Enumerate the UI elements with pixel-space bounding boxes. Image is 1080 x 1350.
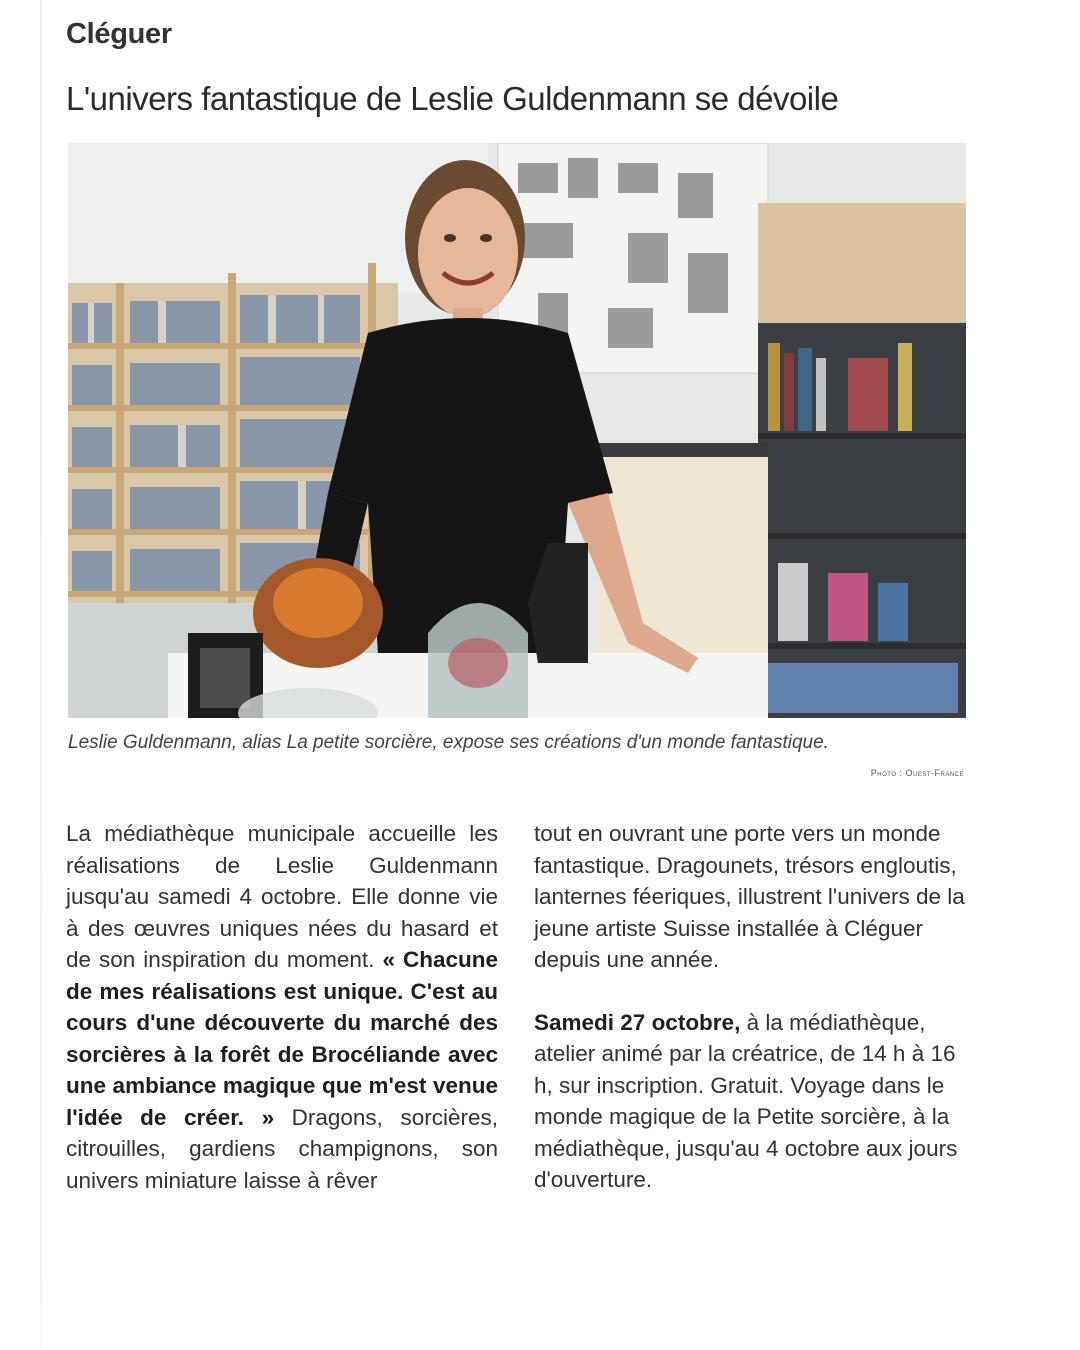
article-photo <box>68 143 966 718</box>
photo-caption: Leslie Guldenmann, alias La petite sorcière, expose ses créations d'un monde fantastique. <box>68 732 829 753</box>
event-date: Samedi 27 octobre, <box>534 1009 741 1035</box>
paragraph-intro: La médiathèque municipale accueille les réalisations de Leslie Guldenmann jusqu'au samedi 4 octobre. Elle donne vie à des œuvres uniques nées du hasard et de son inspiration du moment. <box>66 821 498 972</box>
photo-credit: Photo : Ouest-France <box>870 768 964 778</box>
article-column-right <box>534 818 966 1196</box>
paragraph-gap <box>534 976 966 1007</box>
event-paragraph <box>534 1007 966 1196</box>
article-column-left <box>66 818 498 1196</box>
bookshelf-right <box>758 203 966 718</box>
event-details: à la médiathèque, atelier animé par la créatrice, de 14 h à 16 h, sur inscription. Gratuit. Voyage dans le monde magique de la Petite sorcière, à la médiathèque, jusqu'au 4 octobre aux jours d'ouverture. <box>534 1009 958 1192</box>
paragraph-tail: Dragons, sorcières, citrouilles, gardiens champignons, son univers miniature laisse à rêver <box>66 1104 498 1193</box>
paragraph <box>66 818 498 1196</box>
article-headline: L'univers fantastique de Leslie Guldenmann se dévoile <box>66 80 839 117</box>
page-edge <box>40 0 42 1350</box>
article-kicker: Cléguer <box>66 18 172 50</box>
photo-illustration <box>68 143 966 718</box>
paragraph: tout en ouvrant une porte vers un monde fantastique. Dragounets, trésors engloutis, lanternes féeriques, illustrent l'univers de la jeune artiste Suisse installée à Cléguer depuis une année. <box>534 821 965 972</box>
artist-quote: « Chacune de mes réalisations est unique. C'est au cours d'une découverte du marché des sorcières à la forêt de Brocéliande avec une ambiance magique que m'est venue l'idée de créer. » <box>66 947 498 1130</box>
